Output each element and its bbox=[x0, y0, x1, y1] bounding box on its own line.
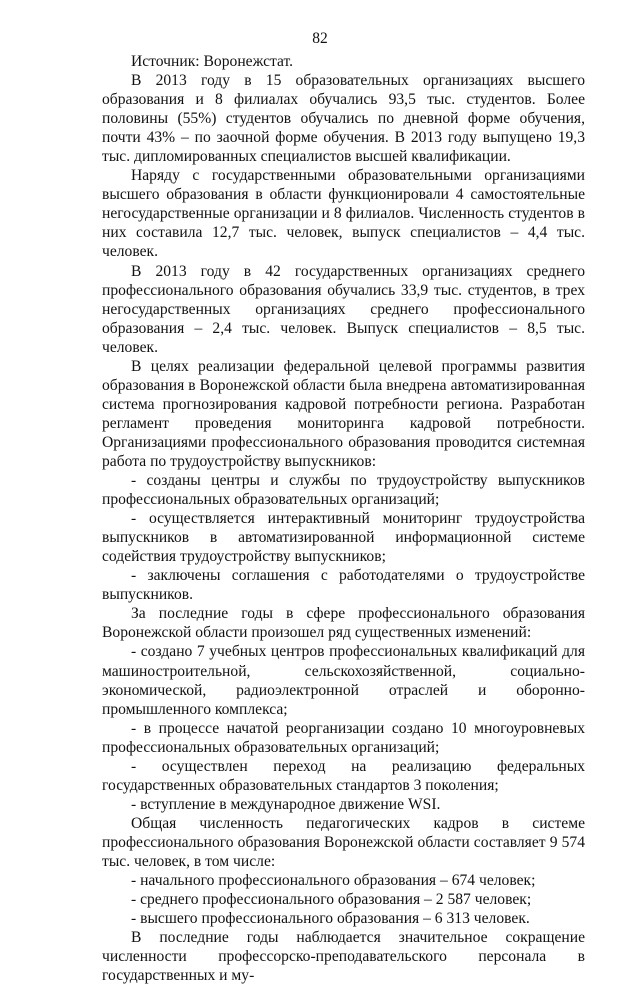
document-body bbox=[102, 52, 585, 985]
list-item-standards-transition: - осуществлен переход на реализацию федеральных государственных образовательных стандартов 3 поколения; bbox=[102, 757, 585, 794]
list-item-employment-centers: - созданы центры и службы по трудоустройству выпускников профессиональных образовательных организаций; bbox=[102, 472, 585, 509]
paragraph-secondary-professional: В 2013 году в 42 государственных организациях среднего профессионального образования обучались 33,9 тыс. студентов, в трех негосударственных организациях среднего профессионального образования – 2,4 тыс. человек. Выпуск специалистов – 8,5 тыс. человек. bbox=[102, 262, 585, 356]
list-item-primary-staff: - начального профессионального образования – 674 человек; bbox=[131, 872, 536, 890]
paragraph-federal-program: В целях реализации федеральной целевой программы развития образования в Воронежской области была внедрена автоматизированная система прогнозирования кадровой потребности региона. Разработан регламент проведения мониторинга кадровой потребности. Организациями профессионального образования проводится системная работа по трудоустройству выпускников: bbox=[102, 357, 585, 470]
list-item-employer-agreements: - заключены соглашения с работодателями о трудоустройстве выпускников. bbox=[102, 567, 585, 604]
paragraph-staff-reduction: В последние годы наблюдается значительное сокращение численности профессорско-преподавательского персонала в государственных и му- bbox=[102, 929, 585, 985]
list-item-interactive-monitoring: - осуществляется интерактивный мониторинг трудоустройства выпускников в автоматизированной информационной системе содействия трудоустройству выпускников; bbox=[102, 510, 585, 566]
paragraph-higher-education: В 2013 году в 15 образовательных организациях высшего образования и 8 филиалах обучались 93,5 тыс. студентов. Более половины (55%) студентов обучались по дневной форме обучения, почти 43% – по заочной форме обучения. В 2013 году выпущено 19,3 тыс. дипломированных специалистов высшей квалификации. bbox=[102, 72, 585, 166]
page-number: 82 bbox=[312, 30, 328, 47]
list-item-training-centers: - создано 7 учебных центров профессиональных квалификаций для машиностроительной, сельскохозяйственной, социально-экономической, радиоэлектронной отраслей и оборонно-промышленного комплекса; bbox=[102, 643, 585, 718]
paragraph-non-state-organizations: Наряду с государственными образовательными организациями высшего образования в области функционировали 4 самостоятельные негосударственные организации и 8 филиалов. Численность студентов в них составила 12,7 тыс. человек, выпуск специалистов – 4,4 тыс. человек. bbox=[102, 167, 585, 261]
paragraph-teaching-staff: Общая численность педагогических кадров в системе профессионального образования Воронежской области составляет 9 574 тыс. человек, в том числе: bbox=[102, 814, 585, 870]
list-item-secondary-staff: - среднего профессионального образования – 2 587 человек; bbox=[131, 891, 532, 909]
list-item-higher-staff: - высшего профессионального образования – 6 313 человек. bbox=[131, 910, 530, 928]
list-item-reorganization: - в процессе начатой реорганизации создано 10 многоуровневых профессиональных образовательных организаций; bbox=[102, 719, 585, 756]
paragraph-recent-changes: За последние годы в сфере профессионального образования Воронежской области произошел ряд существенных изменений: bbox=[102, 605, 585, 642]
source-note: Источник: Воронежстат. bbox=[131, 53, 294, 70]
list-item-wsi: - вступление в международное движение WSI. bbox=[131, 795, 441, 813]
